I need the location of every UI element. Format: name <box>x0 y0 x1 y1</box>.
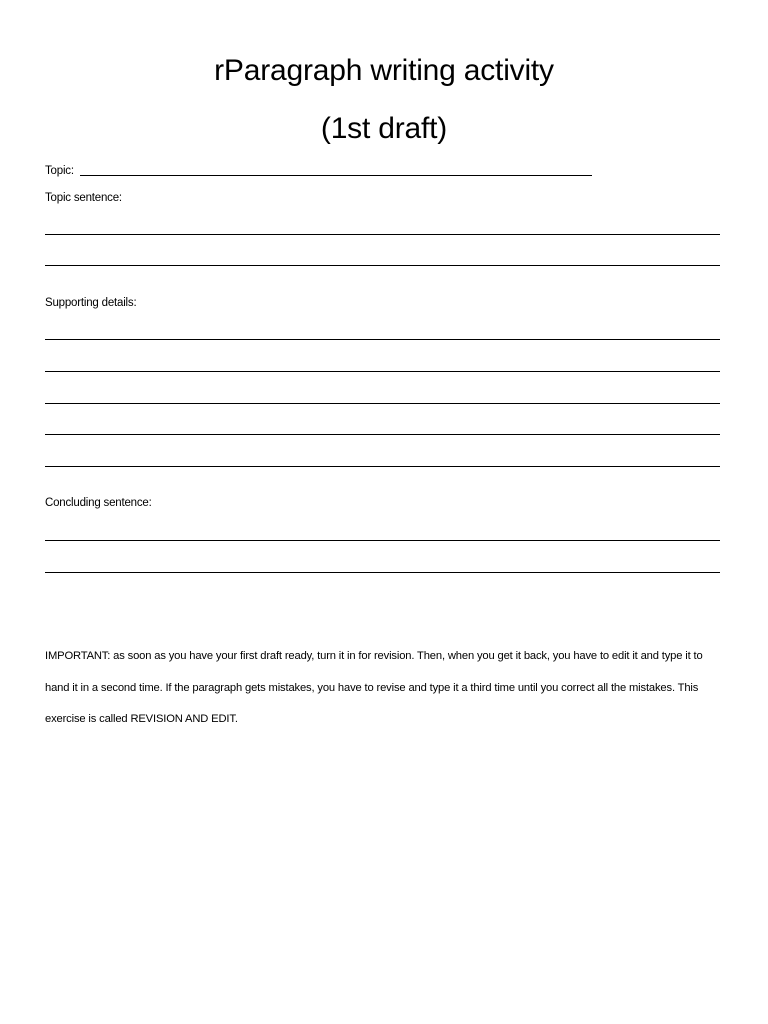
worksheet-subtitle: (1st draft) <box>320 112 448 145</box>
worksheet-title: rParagraph writing activity <box>214 54 554 87</box>
supporting-details-line[interactable] <box>45 371 720 372</box>
supporting-details-line[interactable] <box>45 466 720 467</box>
concluding-sentence-line[interactable] <box>45 540 720 541</box>
supporting-details-line[interactable] <box>45 434 720 435</box>
topic-label: Topic: <box>45 165 74 177</box>
topic-sentence-label: Topic sentence: <box>45 192 122 204</box>
topic-sentence-line[interactable] <box>45 234 720 235</box>
concluding-sentence-line[interactable] <box>45 572 720 573</box>
important-note: IMPORTANT: as soon as you have your first draft ready, turn it in for revision. Then, when you get it back, you have to edit it and type it to hand it in a second time. If the paragraph gets mistakes, you have to revise and type it a third time until you correct all the mistakes. This exercise is called REVISION AND EDIT. <box>45 650 703 726</box>
supporting-details-line[interactable] <box>45 403 720 404</box>
topic-sentence-line[interactable] <box>45 265 720 266</box>
topic-answer-line[interactable] <box>80 175 592 176</box>
supporting-details-label: Supporting details: <box>45 297 137 309</box>
supporting-details-line[interactable] <box>45 339 720 340</box>
concluding-sentence-label: Concluding sentence: <box>45 497 152 509</box>
